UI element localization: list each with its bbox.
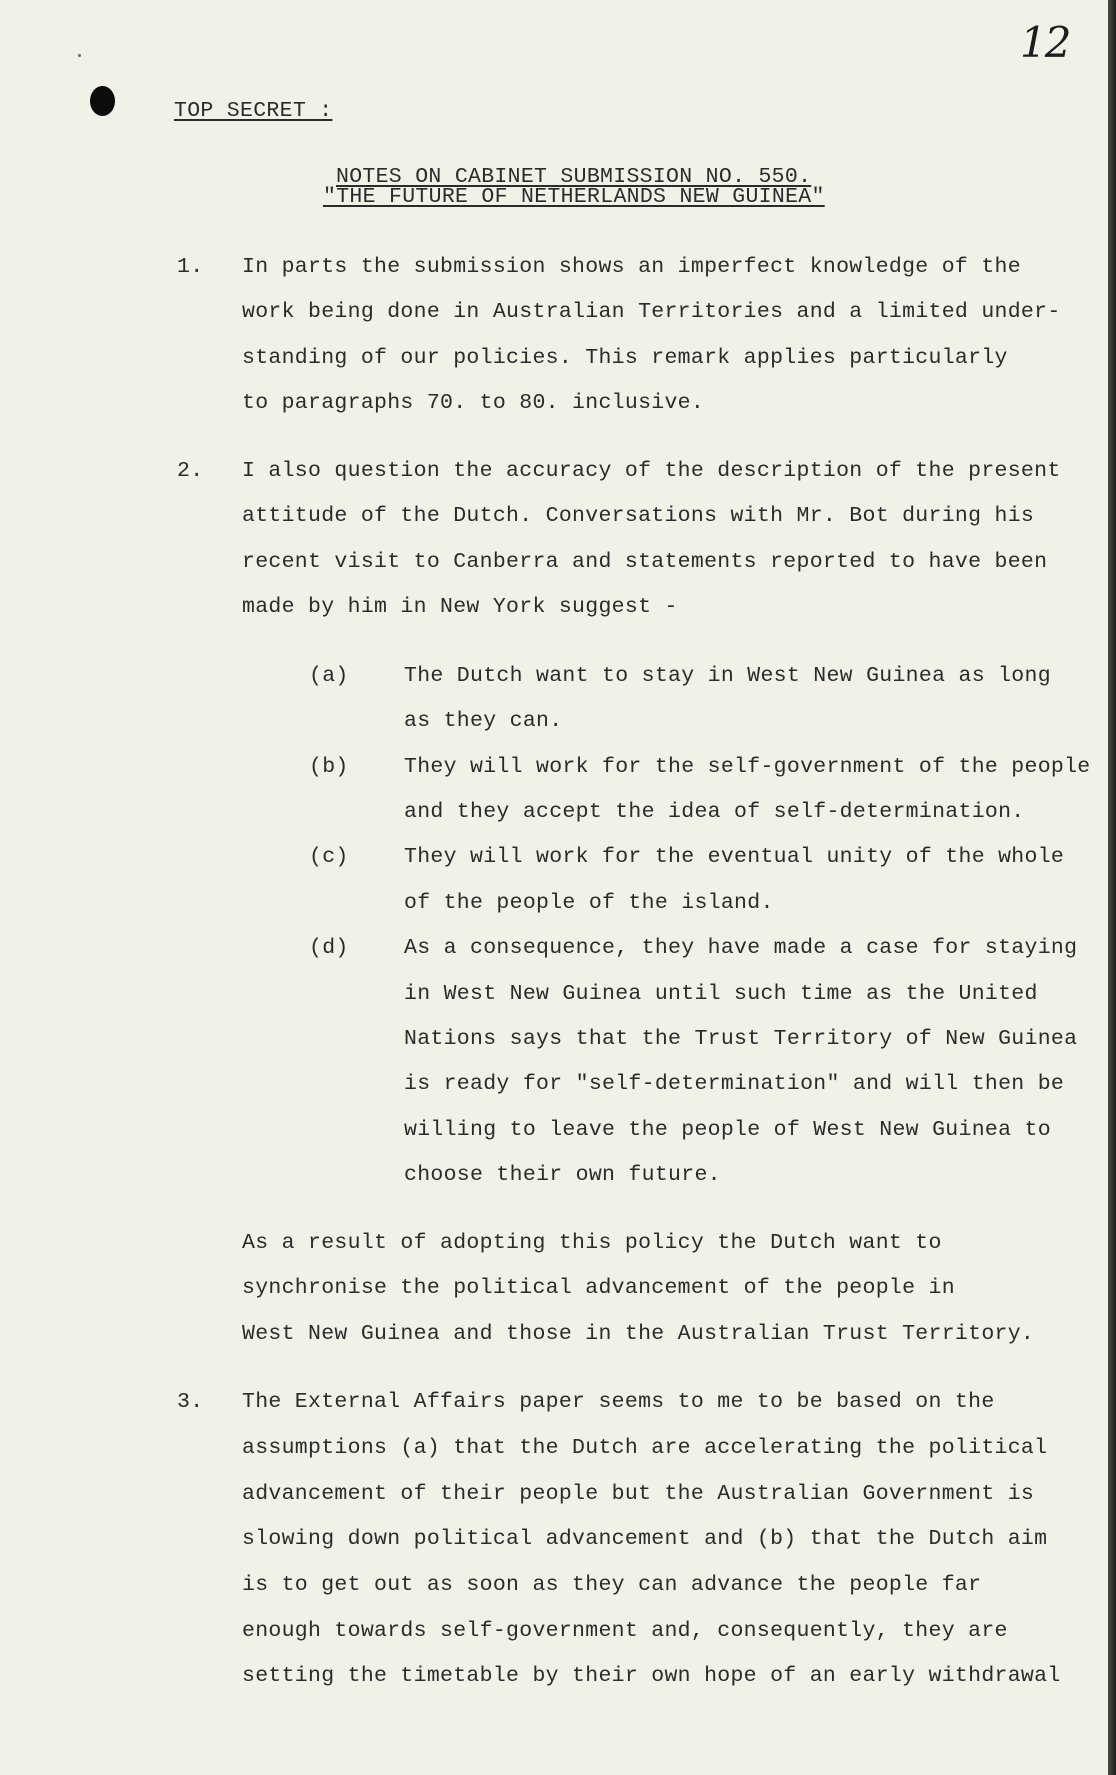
classification-label: TOP SECRET :: [174, 99, 333, 123]
item-a-line: The Dutch want to stay in West New Guinea as long: [404, 664, 1051, 688]
item-b-line: They will work for the self-government of the people: [404, 755, 1091, 779]
para1-line: In parts the submission shows an imperfect knowledge of the: [242, 255, 1021, 279]
page-edge-shadow: [1108, 0, 1116, 1775]
para2-number: 2.: [177, 459, 204, 483]
para3-line: assumptions (a) that the Dutch are accelerating the political: [242, 1436, 1048, 1460]
para1-line: to paragraphs 70. to 80. inclusive.: [242, 391, 705, 415]
para2-result-line: West New Guinea and those in the Australian Trust Territory.: [242, 1322, 1035, 1346]
para3-number: 3.: [177, 1390, 204, 1414]
para2-result-line: As a result of adopting this policy the Dutch want to: [242, 1231, 942, 1255]
item-d-line: willing to leave the people of West New Guinea to: [404, 1118, 1051, 1142]
item-a-label: (a): [309, 664, 349, 688]
para2-line: recent visit to Canberra and statements reported to have been: [242, 550, 1048, 574]
para2-line: I also question the accuracy of the description of the present: [242, 459, 1061, 483]
item-d-label: (d): [309, 936, 349, 960]
paper-speck: [78, 54, 81, 57]
para1-line: work being done in Australian Territories and a limited under-: [242, 300, 1061, 324]
item-c-label: (c): [309, 845, 349, 869]
para3-line: The External Affairs paper seems to me to be based on the: [242, 1390, 995, 1414]
item-b-label: (b): [309, 755, 349, 779]
item-c-line: They will work for the eventual unity of the whole: [404, 845, 1065, 869]
item-d-line: is ready for "self-determination" and will then be: [404, 1072, 1065, 1096]
heading-line-1: NOTES ON CABINET SUBMISSION NO. 550.: [336, 165, 812, 189]
para3-line: enough towards self-government and, consequently, they are: [242, 1619, 1008, 1643]
heading-line-2: "THE FUTURE OF NETHERLANDS NEW GUINEA": [323, 185, 825, 209]
handwritten-folio-number: 12: [1020, 18, 1070, 67]
item-d-line: As a consequence, they have made a case for staying: [404, 936, 1078, 960]
para1-number: 1.: [177, 255, 204, 279]
item-d-line: choose their own future.: [404, 1163, 721, 1187]
para3-line: is to get out as soon as they can advance the people far: [242, 1573, 982, 1597]
para1-line: standing of our policies. This remark applies particularly: [242, 346, 1008, 370]
para3-line: setting the timetable by their own hope of an early withdrawal: [242, 1664, 1061, 1688]
item-b-line: and they accept the idea of self-determination.: [404, 800, 1025, 824]
para2-line: made by him in New York suggest -: [242, 595, 678, 619]
para2-result-line: synchronise the political advancement of the people in: [242, 1276, 955, 1300]
punch-hole: [90, 86, 115, 116]
item-d-line: in West New Guinea until such time as the United: [404, 982, 1038, 1006]
para3-line: slowing down political advancement and (b) that the Dutch aim: [242, 1527, 1048, 1551]
item-a-line: as they can.: [404, 709, 563, 733]
item-c-line: of the people of the island.: [404, 891, 774, 915]
item-d-line: Nations says that the Trust Territory of New Guinea: [404, 1027, 1078, 1051]
para2-line: attitude of the Dutch. Conversations with Mr. Bot during his: [242, 504, 1035, 528]
para3-line: advancement of their people but the Australian Government is: [242, 1482, 1035, 1506]
